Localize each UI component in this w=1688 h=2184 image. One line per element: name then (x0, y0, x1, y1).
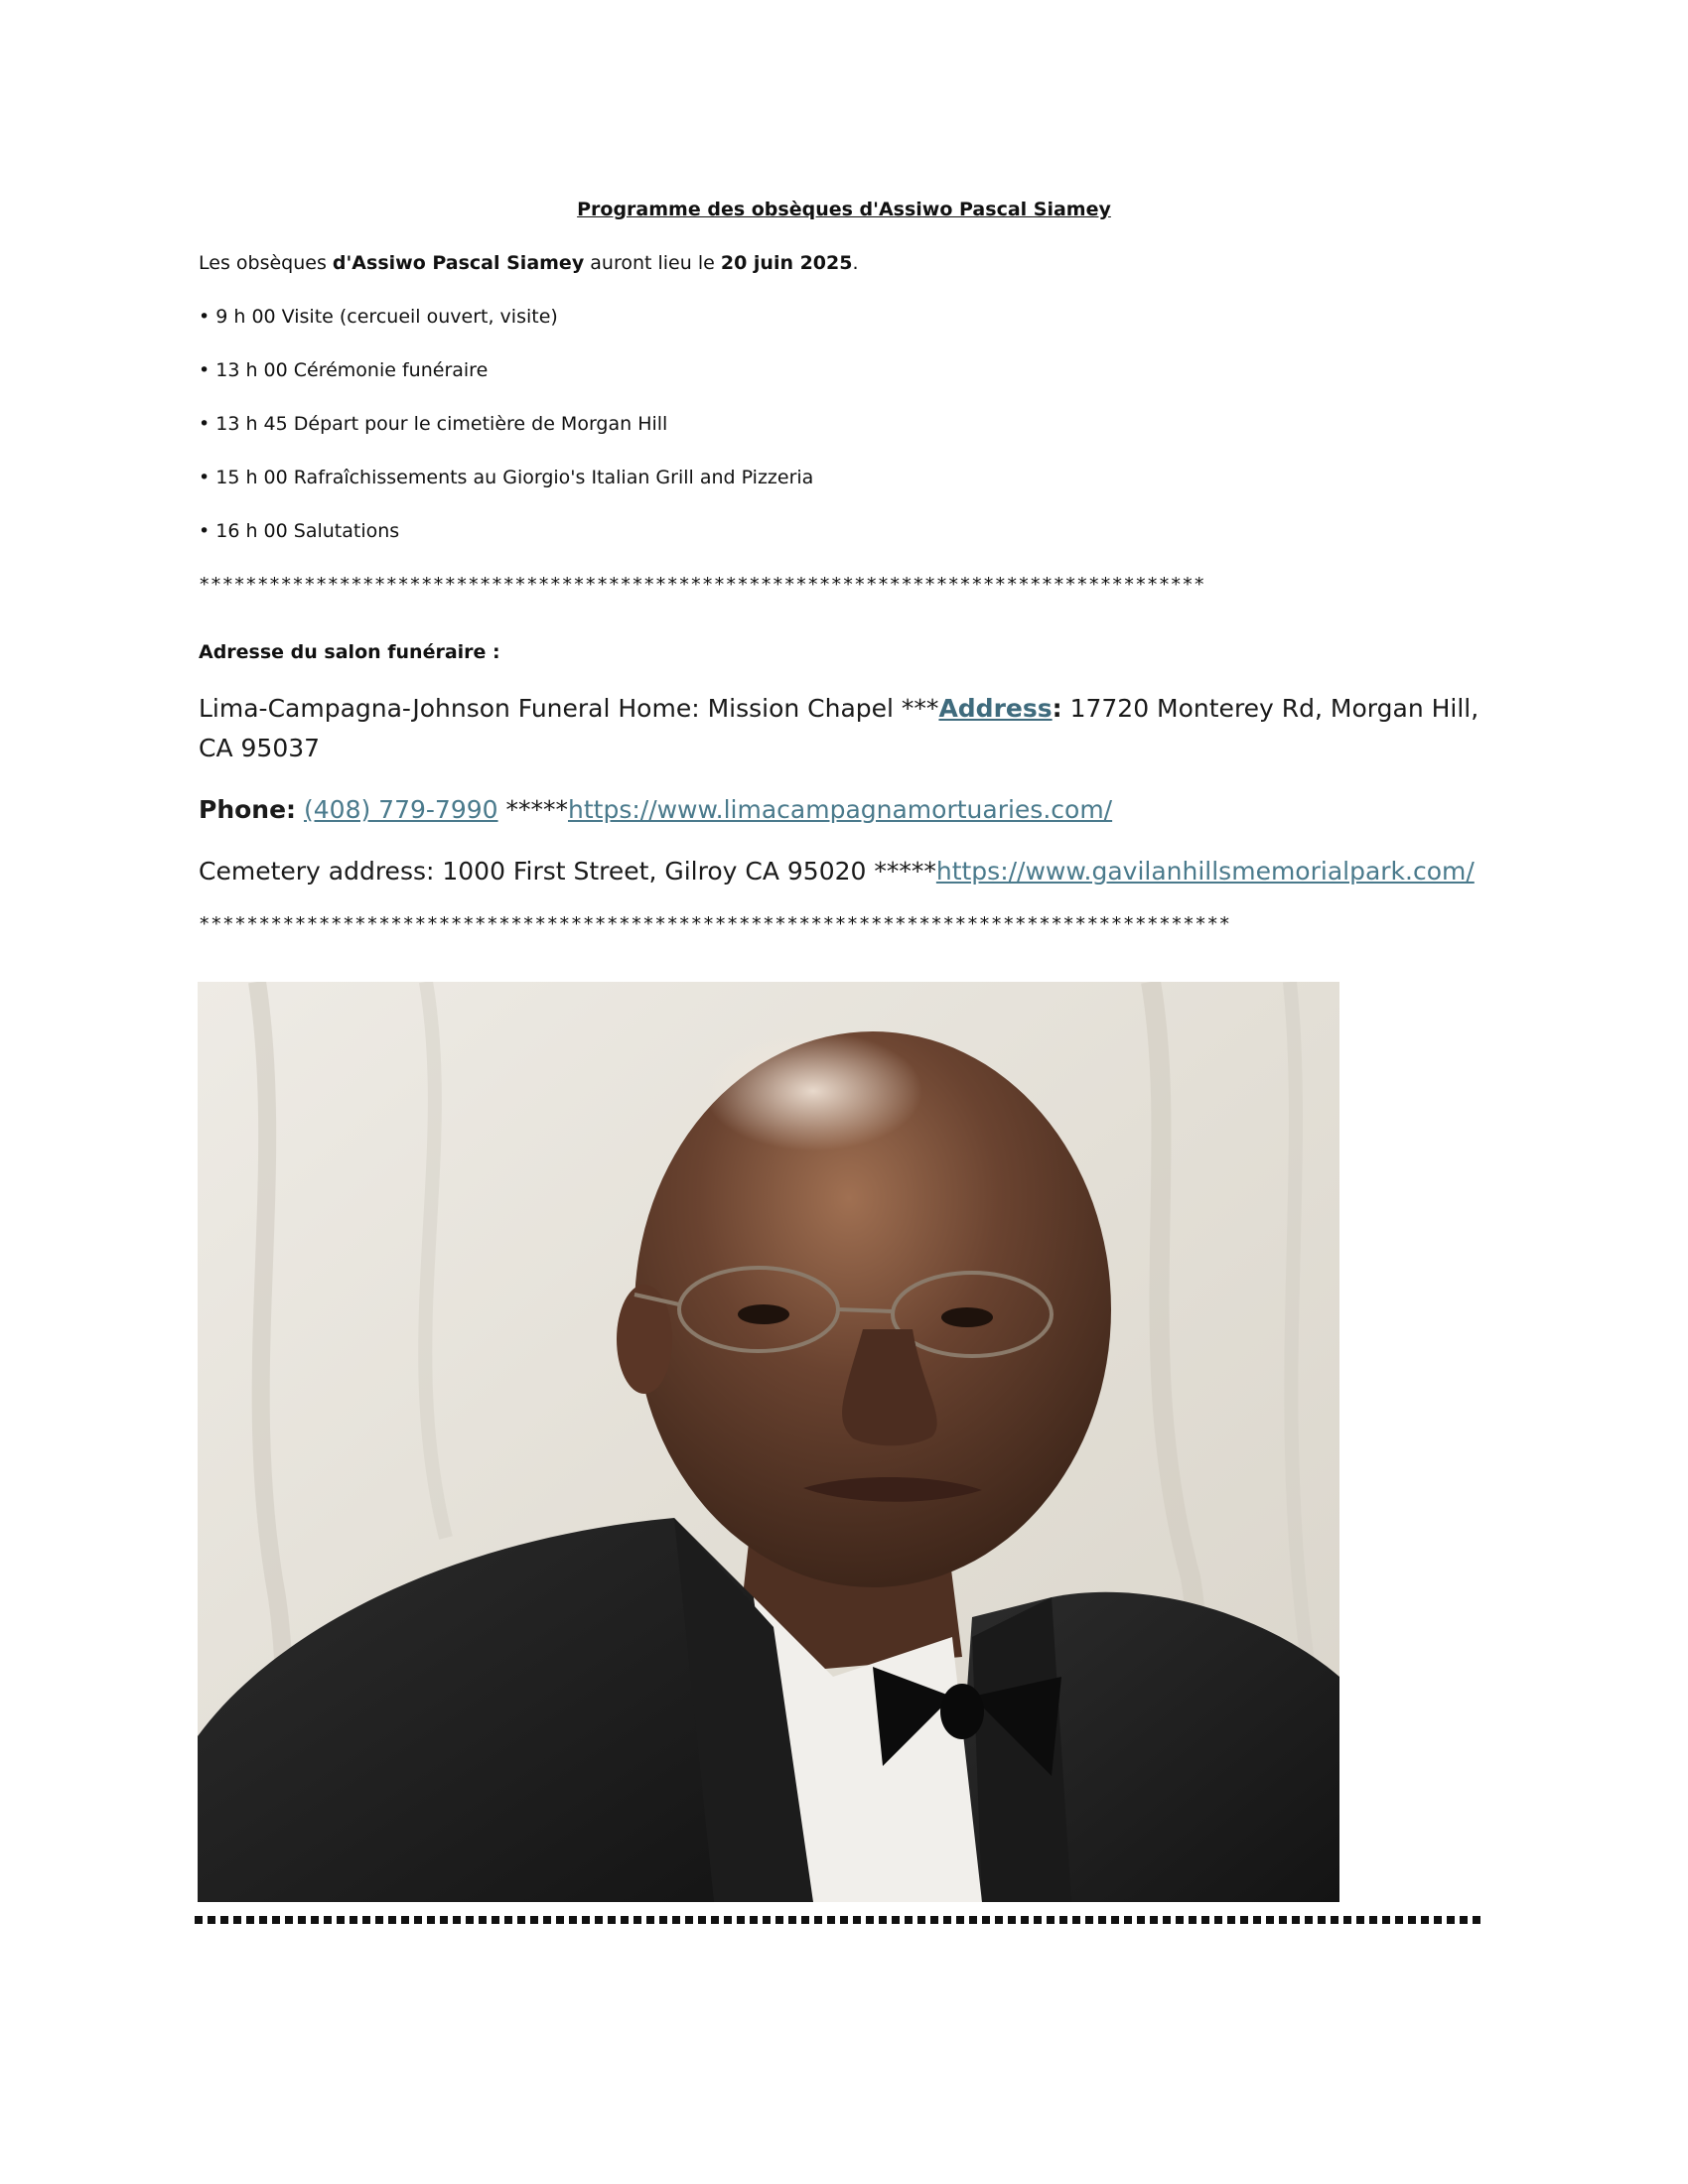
intro-prefix: Les obsèques (199, 252, 333, 274)
dotted-separator-dot (401, 1916, 409, 1924)
dotted-separator-dot (582, 1916, 590, 1924)
dotted-separator-dot (1343, 1916, 1351, 1924)
dotted-separator-dot (233, 1916, 241, 1924)
dotted-separator-dot (1021, 1916, 1029, 1924)
mortuary-website-link[interactable]: https://www.limacampagnamortuaries.com/ (568, 795, 1113, 824)
dotted-separator-dot (1395, 1916, 1403, 1924)
dotted-separator-dot (1292, 1916, 1300, 1924)
dotted-separator-dot (827, 1916, 835, 1924)
dotted-separator-dot (259, 1916, 267, 1924)
dotted-separator-dot (440, 1916, 448, 1924)
dotted-separator-dot (646, 1916, 654, 1924)
dotted-separator-dot (1201, 1916, 1209, 1924)
dotted-separator-dot (388, 1916, 396, 1924)
intro-paragraph (199, 252, 859, 274)
dotted-separator (195, 1915, 1489, 1925)
dotted-separator-dot (1124, 1916, 1132, 1924)
dotted-separator-dot (1305, 1916, 1313, 1924)
dotted-separator-dot (208, 1916, 215, 1924)
dotted-separator-dot (556, 1916, 564, 1924)
dotted-separator-dot (1111, 1916, 1119, 1924)
dotted-separator-dot (362, 1916, 370, 1924)
address-link[interactable]: Address (938, 694, 1053, 723)
dotted-separator-dot (1098, 1916, 1106, 1924)
dotted-separator-dot (530, 1916, 538, 1924)
asterisk-separator: ************************************************************************************** (199, 913, 1231, 935)
funeral-home-name: Lima-Campagna-Johnson Funeral Home: Mission Chapel *** (199, 694, 939, 723)
dotted-separator-dot (711, 1916, 719, 1924)
dotted-separator-dot (1447, 1916, 1455, 1924)
dotted-separator-dot (466, 1916, 474, 1924)
dotted-separator-dot (1460, 1916, 1468, 1924)
dotted-separator-dot (1421, 1916, 1429, 1924)
dotted-separator-dot (1085, 1916, 1093, 1924)
dotted-separator-dot (853, 1916, 861, 1924)
dotted-separator-dot (1253, 1916, 1261, 1924)
schedule-item: • 9 h 00 Visite (cercueil ouvert, visite) (199, 306, 558, 328)
phone-stars: ***** (497, 795, 568, 824)
dotted-separator-dot (995, 1916, 1003, 1924)
dotted-separator-dot (1008, 1916, 1016, 1924)
dotted-separator-dot (969, 1916, 977, 1924)
phone-label: Phone: (199, 795, 297, 824)
dotted-separator-dot (659, 1916, 667, 1924)
cemetery-website-link[interactable]: https://www.gavilanhillsmemorialpark.com/ (935, 857, 1475, 886)
address-colon: : (1052, 694, 1062, 723)
dotted-separator-dot (1331, 1916, 1338, 1924)
dotted-separator-dot (956, 1916, 964, 1924)
cemetery-line (199, 852, 1475, 891)
dotted-separator-dot (1163, 1916, 1171, 1924)
dotted-separator-dot (608, 1916, 616, 1924)
dotted-separator-dot (905, 1916, 913, 1924)
dotted-separator-dot (479, 1916, 487, 1924)
dotted-separator-dot (195, 1916, 203, 1924)
address-value: 17720 Monterey Rd, Morgan Hill, CA 95037 (199, 694, 1479, 762)
dotted-separator-dot (1227, 1916, 1235, 1924)
dotted-separator-dot (633, 1916, 641, 1924)
dotted-separator-dot (1369, 1916, 1377, 1924)
dotted-separator-dot (1047, 1916, 1055, 1924)
dotted-separator-dot (1214, 1916, 1222, 1924)
dotted-separator-dot (1189, 1916, 1196, 1924)
dotted-separator-dot (1176, 1916, 1184, 1924)
dotted-separator-dot (917, 1916, 925, 1924)
portrait-photo (198, 982, 1339, 1902)
document-title: Programme des obsèques d'Assiwo Pascal Siamey (577, 199, 1111, 220)
dotted-separator-dot (595, 1916, 603, 1924)
dotted-separator-dot (427, 1916, 435, 1924)
dotted-separator-dot (414, 1916, 422, 1924)
dotted-separator-dot (1034, 1916, 1042, 1924)
dotted-separator-dot (801, 1916, 809, 1924)
dotted-separator-dot (814, 1916, 822, 1924)
cemetery-address: Cemetery address: 1000 First Street, Gilroy CA 95020 ***** (199, 857, 936, 886)
dotted-separator-dot (1473, 1916, 1480, 1924)
dotted-separator-dot (324, 1916, 332, 1924)
dotted-separator-dot (1318, 1916, 1326, 1924)
dotted-separator-dot (492, 1916, 499, 1924)
dotted-separator-dot (943, 1916, 951, 1924)
dotted-separator-dot (930, 1916, 938, 1924)
schedule-item: • 13 h 45 Départ pour le cimetière de Morgan Hill (199, 413, 668, 435)
salon-heading: Adresse du salon funéraire : (199, 641, 500, 663)
dotted-separator-dot (311, 1916, 319, 1924)
dotted-separator-dot (1356, 1916, 1364, 1924)
dotted-separator-dot (272, 1916, 280, 1924)
dotted-separator-dot (337, 1916, 345, 1924)
dotted-separator-dot (737, 1916, 745, 1924)
dotted-separator-dot (1434, 1916, 1442, 1924)
funeral-home-address (199, 689, 1489, 768)
dotted-separator-dot (879, 1916, 887, 1924)
dotted-separator-dot (1408, 1916, 1416, 1924)
dotted-separator-dot (1150, 1916, 1158, 1924)
dotted-separator-dot (285, 1916, 293, 1924)
dotted-separator-dot (569, 1916, 577, 1924)
dotted-separator-dot (750, 1916, 758, 1924)
dotted-separator-dot (453, 1916, 461, 1924)
dotted-separator-dot (350, 1916, 357, 1924)
phone-number-link[interactable]: (408) 779-7990 (304, 795, 498, 824)
dotted-separator-dot (724, 1916, 732, 1924)
dotted-separator-dot (220, 1916, 228, 1924)
dotted-separator-dot (543, 1916, 551, 1924)
dotted-separator-dot (517, 1916, 525, 1924)
intro-suffix: . (852, 252, 859, 274)
dotted-separator-dot (866, 1916, 874, 1924)
dotted-separator-dot (698, 1916, 706, 1924)
dotted-separator-dot (1266, 1916, 1274, 1924)
schedule-item: • 13 h 00 Cérémonie funéraire (199, 359, 489, 381)
intro-name: d'Assiwo Pascal Siamey (332, 252, 585, 274)
dotted-separator-dot (1279, 1916, 1287, 1924)
phone-line (199, 790, 1112, 830)
dotted-separator-dot (1240, 1916, 1248, 1924)
intro-middle: auront lieu le (584, 252, 721, 274)
dotted-separator-dot (504, 1916, 512, 1924)
dotted-separator-dot (1072, 1916, 1080, 1924)
dotted-separator-dot (982, 1916, 990, 1924)
dotted-separator-dot (375, 1916, 383, 1924)
dotted-separator-dot (1059, 1916, 1067, 1924)
dotted-separator-dot (763, 1916, 771, 1924)
asterisk-separator: ************************************************************************************** (199, 574, 1205, 596)
dotted-separator-dot (1137, 1916, 1145, 1924)
dotted-separator-dot (621, 1916, 629, 1924)
dotted-separator-dot (298, 1916, 306, 1924)
schedule-item: • 16 h 00 Salutations (199, 520, 400, 542)
dotted-separator-dot (1382, 1916, 1390, 1924)
dotted-separator-dot (840, 1916, 848, 1924)
dotted-separator-dot (685, 1916, 693, 1924)
dotted-separator-dot (892, 1916, 900, 1924)
intro-date: 20 juin 2025 (720, 252, 853, 274)
schedule-item: • 15 h 00 Rafraîchissements au Giorgio's Italian Grill and Pizzeria (199, 467, 814, 488)
dotted-separator-dot (672, 1916, 680, 1924)
dotted-separator-dot (788, 1916, 796, 1924)
dotted-separator-dot (775, 1916, 783, 1924)
dotted-separator-dot (246, 1916, 254, 1924)
